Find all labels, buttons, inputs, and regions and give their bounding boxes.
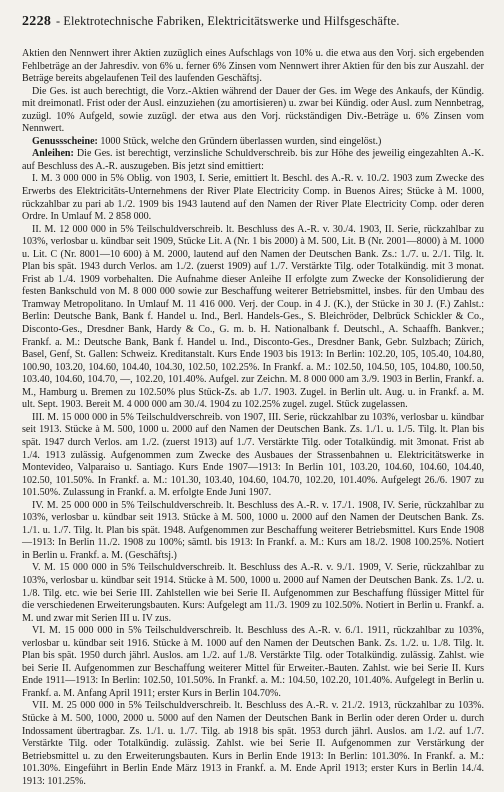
running-head: - Elektrotechnische Fabriken, Elektricitätswerke und Hilfsgeschäfte.: [56, 14, 400, 28]
page-number: 2228: [22, 14, 52, 29]
paragraph: [22, 136, 484, 149]
paragraph-text: Die Ges. ist auch berechtigt, die Vorz.-Aktien während der Dauer der Ges. im Wege des Ankaufs, der Kündig. mit dreimonatl. Frist oder der Ausl. einzuziehen (zu amortisieren) u. zwar bei Kündig. oder Ausl. zum Nennbetrag, zuzügl. 10% Aufgeld, sowie zuzügl. der etwa aus den Vorj. rückständigen Div.-Beträge u. 6% Zinsen vom Nennwert.: [22, 85, 484, 135]
paragraph-text: 1000 Stück, welche den Gründern überlassen wurden, sind eingelöst.): [97, 135, 382, 147]
paragraph-lead: Genussscheine:: [32, 135, 98, 147]
paragraph: [22, 173, 484, 223]
paragraph-text: VII. M. 25 000 000 in 5% Teilschuldverschreib. lt. Beschluss des A.-R. v. 21./2. 1913, rückzahlbar zu 103%. Stücke à M. 500, 1000, 2000 u. 5000 auf den Namen der Deutschen Bank in Berlin oder deren Order u. durch Indossament übertragbar. Zs. 1./1. u. 1./7. Tilg. ab 1918 bis spät. 1953 durch jährl. Auslos. am 1./2. auf 1./7. Verstärkte Tilg. oder Totalkündig. zulässig. Zahlst. wie bei Serie II. Aufgenommen zur Verstärkung der Betriebsmittel u. zu den Erweiterungsbauten. Kurs in Berlin Ende 1913: In Berlin: 101.30%. In Frankf. a. M.: 101.30%. Eingeführt in Berlin Ende März 1913 in Frankf. a. M. Ende April 1913; erster Kurs in Berlin 14./4. 1913: 101.25%.: [22, 700, 484, 787]
paragraph-text: Die Ges. ist berechtigt, verzinsliche Schuldverschreib. bis zur Höhe des jeweilig eingezahlten A.-K. auf Beschluss des A.-R. auszugeben. Bis jetzt sind emittiert:: [22, 148, 484, 172]
paragraph-text: VI. M. 15 000 000 in 5% Teilschuldverschreib. lt. Beschluss des A.-R. v. 6./1. 1911, rückzahlbar zu 103%, verlosbar u. kündbar seit 1916. Stücke à M. 1000 auf den Namen der Deutschen Bank. Zs. 1./2. u. 1./8. Tilg. lt. Plan bis spät. 1950 durch jährl. Auslos. am 1./2. auf 1./8. Verstärkte Tilg. oder Totalkündig. zulässig. Zahlst. wie bei Serie II. Aufgenommen zur Beschaffung weiterer Mittel für Erweiter.-Bauten. Zahlst. wie bei Serie II. Kurs Ende 1911—1913: In Berlin: 102.50, 101.50%. In Frankf. a. M.: 104.50, 102.20, 101.40%. Aufgelegt in Berlin u. Frankf. a. M. Anfang April 1911; erster Kurs in Berlin 104.70%.: [22, 625, 484, 699]
paragraph-lead: Anleihen:: [32, 148, 74, 160]
paragraph: [22, 625, 484, 700]
paragraph-text: II. M. 12 000 000 in 5% Teilschuldverschreib. lt. Beschluss des A.-R. v. 30./4. 1903, II. Serie, rückzahlbar zu 103%, verlosbar u. kündbar seit 1909, Stücke Lit. A (Nr. 1 bis 2000) à M. 500, Lit. B (Nr. 2001—8000) à M. 1000 u. Lit. C (Nr. 8001—10 600) à M. 2000, lautend auf den Namen der Deutschen Bank. Zs.: 1./7. u. 2./1. Tilg. lt. Plan bis spät. 1943 durch Verlos. am 1./2. (zuerst 1909) auf 1./7. Verstärkte Tilg. oder Totalkündig. mit 3 monat. Frist ab 1./4. 1909 vorbehalten. Die Aufnahme dieser Anleihe II erfolgte zum Zwecke der Konsolidierung der festen Bankschuld von M. 8 000 000 sowie zur Beschaffung weiterer Betriebsmittel, insbes. für den Umbau des Tramway Metropolitano. In Umlauf M. 11 416 000. Verj. der Coup. in 4 J. (K.), der Stücke in 30 J. (F.) Zahlst.: Berlin: Deutsche Bank, Bank f. Handel u. Ind., Berl. Handels-Ges., S. Bleichröder, Delbrück Schickler & Co., Disconto-Ges., Dresdner Bank, Hardy & Co., G. m. b. H. Nationalbank f. Deutschl., A. Schaaffh. Bankver.; Frankf. a. M.: Deutsche Bank, Bank f. Handel u. Ind., Disconto-Ges., Dresdner Bank, Gebr. Sulzbach; Zürich, Basel, Genf, St. Gallen: Schweiz. Kreditanstalt. Kurs Ende 1903 bis 1913: In Berlin: 102.20, 105, 105.40, 104.80, 100.90, 103.20, 104.60, 104.40, 104.30, 102.50, 102.25%. In Frankf. a. M.: 102.50, 104.50, 105, 104.80, 100.50, 103.40, 104.60, 104.70, —, 102.20, 101.40%. Aufgel. zur Zeichn. M. 8 000 000 am 3./9. 1903 in Berlin, Frankf. a. M., Hamburg u. Bremen zu 102.50% plus Stück-Zs. ab 1./7. 1903. Zugel. in Berlin ult. Aug. u. in Frankf. a. M. ult. Sept. 1903. Bereit M. 4 000 000 am 30./4. 1904 zu 102.25% zugel. zugel. Stück zugelassen.: [22, 223, 484, 411]
paragraph: [22, 500, 484, 563]
paragraph: [22, 148, 484, 173]
paragraph-text: I. M. 3 000 000 in 5% Oblig. von 1903, I. Serie, emittiert lt. Beschl. des A.-R. v. 10./2. 1903 zum Zwecke des Erwerbs des Elektricitäts-Unternehmens der River Plate Electricity Comp. in Buenos Aires; Stücke à M. 1000, rückzahlbar zu pari ab 1./2. 1909 bis 1943 lautend auf den Namen der River Plate Electricity Comp. oder deren Ordre. In Umlauf M. 2 858 000.: [22, 173, 484, 223]
paragraph-text: V. M. 15 000 000 in 5% Teilschuldverschreib. lt. Beschluss des A.-R. v. 9./1. 1909, V. Serie, rückzahlbar zu 103%, verlosbar u. kündbar seit 1914. Stücke à M. 500, 1000 u. 2000 auf Namen der Deutschen Bank. Zs. 1./2. u. 1./8. Tilg. etc. wie bei Serie III. Zahlstellen wie bei Serie II. Aufgenommen zur Beschaffung flüssiger Mittel für die verschiedenen Erweiterungsbauten. Kurs: Aufgelegt am 11./3. 1909 zu 102.50%. Notiert in Berlin u. Frankf. a. M. und zwar mit Serien III u. IV zus.: [22, 562, 484, 624]
paragraph: [22, 562, 484, 625]
paragraph: [22, 48, 484, 86]
paragraph-text: III. M. 15 000 000 in 5% Teilschuldverschreib. von 1907, III. Serie, rückzahlbar zu 103%, verlosbar u. kündbar seit 1913. Stücke à M. 500, 1000 u. 2000 auf den Namen der Deutschen Bank. Zs. 1./1. u. 1./5. Tilg. lt. Plan bis spät. 1947 durch Verlos. am 1./2. (zuerst 1913) auf 1./7. Verstärkte Tilg. oder Totalkündig. mit 3monat. Frist ab 1./4. 1913 zulässig. Aufgenommen zum Zwecke des Ausbaues der Strassenbahnen u. Elektricitätswerke in Montevideo, Valparaiso u. Santiago. Kurs Ende 1907—1913: In Berlin 101, 103.20, 104.60, 104.60, 104.40, 102.50, 101.50%. In Frankf. a. M.: 101.30, 103.40, 104.60, 104.70, 102.20, 101.40%. Aufgelegt 26./6. 1907 zu 101.50%. Zulassung in Frankf. a. M. erfolgte Ende Juni 1907.: [22, 411, 484, 499]
paragraph: [22, 86, 484, 136]
paragraph: [22, 412, 484, 500]
paragraph: [22, 224, 484, 412]
body-text: [22, 48, 484, 788]
paragraph-text: IV. M. 25 000 000 in 5% Teilschuldverschreib. lt. Beschluss des A.-R. v. 17./1. 1908, IV. Serie, rückzahlbar zu 103%, verlosbar u. kündbar seit 1913. Stücke à M. 500, 1000 u. 2000 auf den Namen der Deutschen Bank. Zs. 1./1. u. 1./7. Tilg. lt. Plan bis spät. 1948. Aufgenommen zur Beschaffung weiterer Betriebsmittel. Kurs Ende 1908—1913: In Berlin 11./2. 1908 zu 100%; sämtl. bis 1913: In Frankf. a. M.: Kurs am 18./2. 1908 100.25%. Notiert in Berlin u. Frankf. a. M. (Geschäftsj.): [22, 499, 484, 561]
paragraph-text: Aktien den Nennwert ihrer Aktien zuzüglich eines Aufschlags von 10% u. die etwa aus den Vorj. sich ergebenden Fehlbeträge an der Jahresdiv. von 6% u. ferner 6% Zinsen vom Nennwert ihrer Aktien für den bis zur Auszahl. der Beträge bereits abgelaufenen Teil des laufenden Geschäftsj.: [22, 48, 484, 85]
paragraph: [22, 700, 484, 788]
page-header: [22, 14, 484, 36]
